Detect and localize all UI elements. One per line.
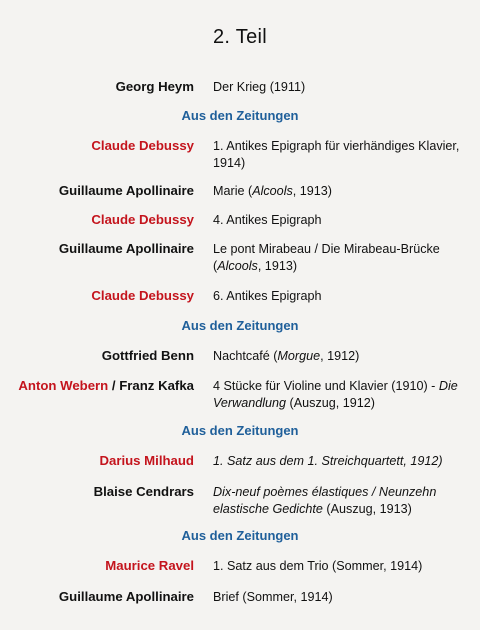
work-title: 6. Antikes Epigraph: [213, 289, 322, 303]
composer-name: Claude Debussy: [91, 212, 194, 227]
section-heading: Aus den Zeitungen: [181, 108, 299, 123]
work-title: 4 Stücke für Violine und Klavier (1910) - Die Verwandlung (Auszug, 1912): [213, 379, 458, 410]
section-heading: Aus den Zeitungen: [181, 423, 299, 438]
section-heading: Aus den Zeitungen: [181, 318, 299, 333]
work-title: Der Krieg (1911): [213, 80, 306, 94]
work-title: 1. Satz aus dem Trio (Sommer, 1914): [213, 559, 423, 573]
author-name: Guillaume Apollinaire: [58, 589, 194, 604]
work-title: Dix-neuf poèmes élastiques / Neunzehn elastische Gedichte (Auszug, 1913): [213, 485, 437, 516]
page-title: 2. Teil: [213, 26, 267, 48]
work-title: 1. Satz aus dem 1. Streichquartett, 1912): [213, 454, 443, 468]
work-title: 4. Antikes Epigraph: [213, 213, 322, 227]
composer-name: Darius Milhaud: [99, 453, 194, 468]
author-name: Franz Kafka: [119, 378, 194, 393]
work-title: 1. Antikes Epigraph für vierhändiges Klavier, 1914): [213, 139, 460, 170]
work-title: Nachtcafé (Morgue, 1912): [213, 349, 360, 363]
composer-name: Maurice Ravel: [105, 558, 194, 573]
author-name: Gottfried Benn: [101, 348, 194, 363]
composer-name: Anton Webern: [18, 378, 109, 393]
composer-name: Claude Debussy: [91, 288, 194, 303]
author-name: Blaise Cendrars: [93, 484, 194, 499]
composer-name: Claude Debussy: [91, 138, 194, 153]
composer-author-pair: Anton Webern / Franz Kafka: [18, 378, 194, 393]
author-name: Georg Heym: [115, 79, 194, 94]
section-heading: Aus den Zeitungen: [181, 528, 299, 543]
work-title: Brief (Sommer, 1914): [213, 590, 333, 604]
author-name: Guillaume Apollinaire: [58, 241, 194, 256]
author-name: Guillaume Apollinaire: [58, 183, 194, 198]
work-title: Marie (Alcools, 1913): [213, 184, 333, 198]
work-title: Le pont Mirabeau / Die Mirabeau-Brücke (Alcools, 1913): [213, 242, 440, 273]
